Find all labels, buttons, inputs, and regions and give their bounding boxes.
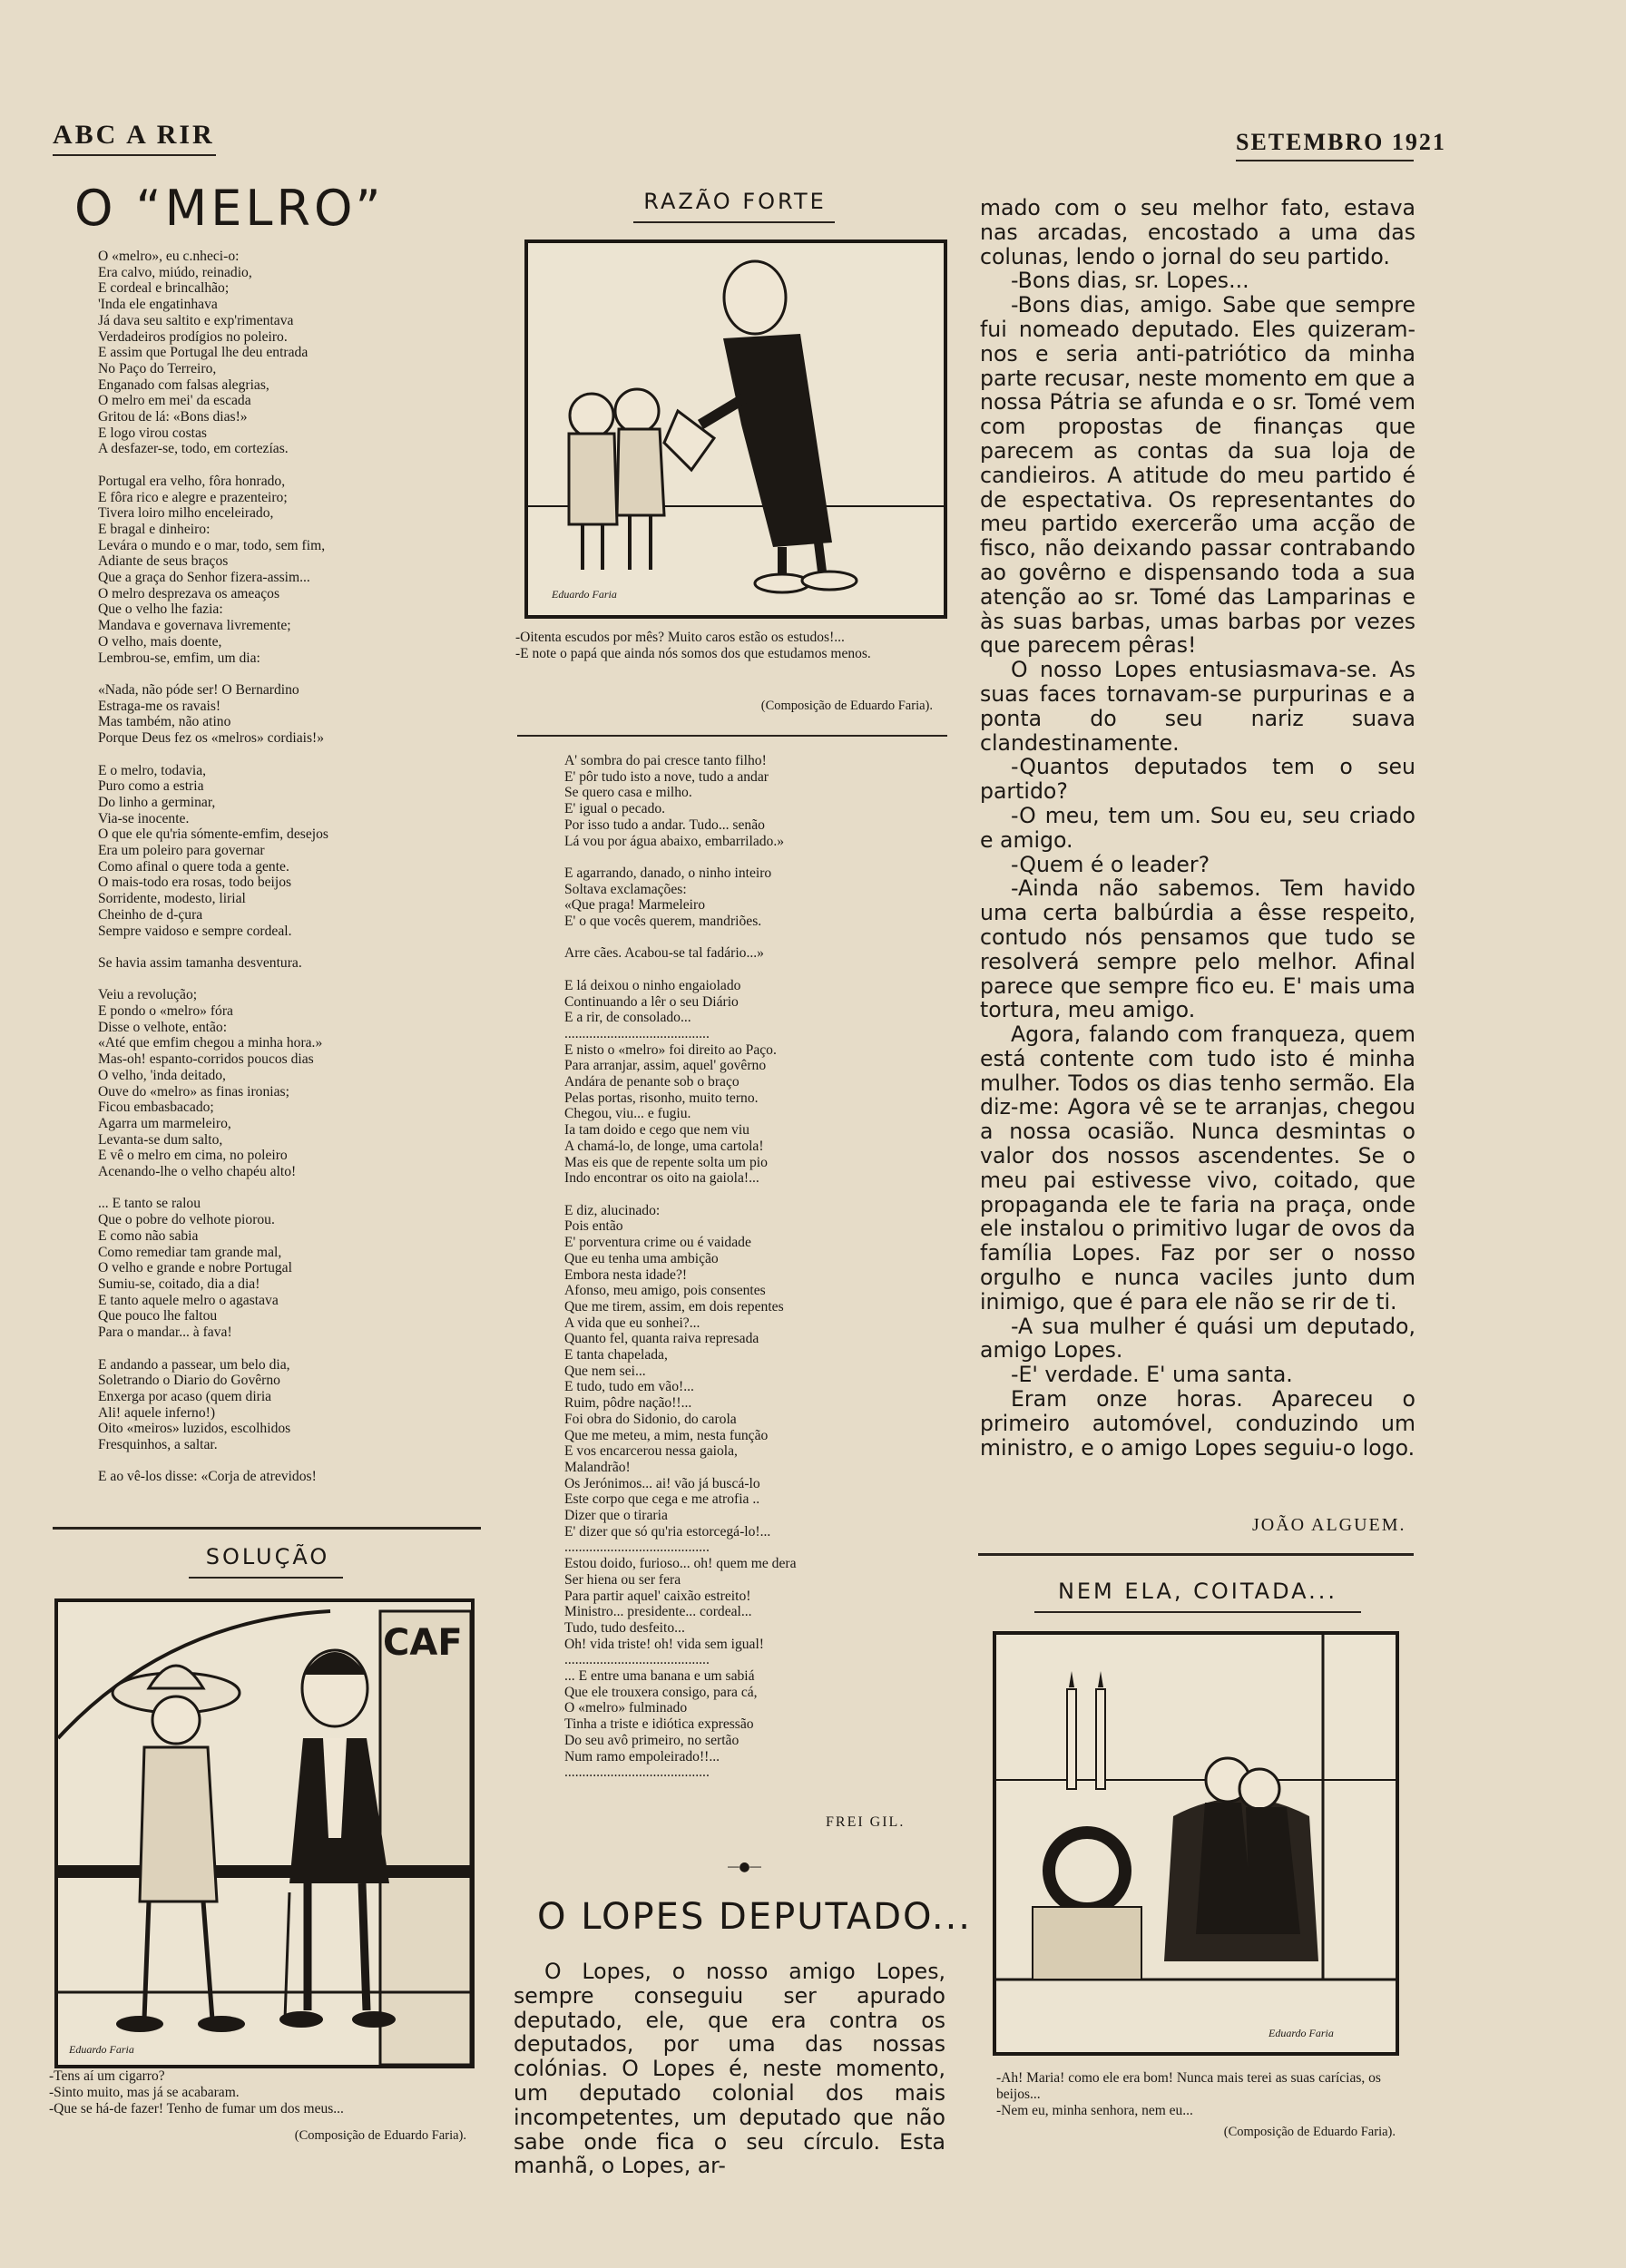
magazine-name: ABC A RIR	[53, 120, 215, 150]
lopes-paragraph: -Ainda não sabemos. Tem havido uma certa balbúrdia a êsse respeito, contudo nós pensamos que tudo se resolverá sempre pelo melhor. Afinal parece que sempre fico eu. E' mais uma tortura, meu amigo.	[980, 875, 1415, 1023]
solucao-cartoon	[54, 1598, 475, 2068]
issue-date: SETEMBRO 1921	[1236, 129, 1446, 155]
melro-poem: O «melro», eu c.nheci-o: Era calvo, miúdo, reinadio, E cordeal e brincalhão; 'Inda ele engatinhava Já dava seu saltito e exp'rimentava Verdadeiros prodígios no poleiro. E assim que Portugal lhe deu entrada No Paço do Terreiro, Enganado com falsas alegrias, O melro em mei' da escada Gritou de lá: «Bons dias!» E logo virou costas A desfazer-se, todo, em cortezías. Portugal era velho, fôra honrado, E fôra rico e alegre e prazenteiro; Tivera loiro milho enceleirado, E bragal e dinheiro: Levára o mundo e o mar, todo, sem fim, Adiante de seus braços Que a graça do Senhor fizera-assim... O melro desprezava os ameaços Que o velho lhe fazia: Mandava e governava livremente; O velho, mais doente, Lembrou-se, emfim, um dia: «Nada, não póde ser! O Bernardino Estraga-me os ravais! Mas também, não atino Porque Deus fez os «melros» cordiais!» E o melro, todavia, Puro como a estria Do linho a germinar, Via-se inocente. O que ele qu'ria sómente-emfim, desejos Era um poleiro para governar Como afinal o quere toda a gente. O mais-todo era rosas, todo beijos Sorridente, modesto, lirial Cheinho de d-çura Sempre vaidoso e sempre cordeal. Se havia assim tamanha desventura. Veiu a revolução; E pondo o «melro» fóra Disse o velhote, então: «Até que emfim chegou a minha hora.» Mas-oh! espanto-corridos poucos dias O velho, 'inda deitado, Ouve do «melro» as finas ironias; Ficou embasbacado; Agarra um marmeleiro, Levanta-se dum salto, E vê o melro em cima, no poleiro Acenando-lhe o velho chapéu alto! ... E tanto se ralou Que o pobre do velhote piorou. E como não sabia Como remediar tam grande mal, O velho e grande e nobre Portugal Sumiu-se, coitado, dia a dia! E tanto aquele melro o agastava Que pouco lhe faltou Para o mandar... à fava! E andando a passear, um belo dia, Soletrando o Diario do Govêrno Enxerga por acaso (quem diria Ali! aquele inferno!) Oito «meiros» luzidos, escolhidos Fresquinhos, a saltar. E ao vê-los disse: «Corja de atrevidos!	[98, 249, 328, 1485]
column-divider-left	[53, 1527, 481, 1530]
lopes-paragraph: -Bons dias, sr. Lopes...	[1011, 268, 1249, 294]
lopes-paragraph: -Bons dias, amigo. Sabe que sempre fui nomeado deputado. Eles quizeram-nos e seria anti-patriótico da minha parte recusar, neste momento em que a nossa Pátria se afunda e o sr. Tomé vem com propostas de finanças que parecem as contas da sua loja de candieiros. A atitude do meu partido é de espectativa. Os representantes do meu partido exercerão uma acção de fisco, não deixando passar contrabando ao govêrno e dispensando toda a sua atenção ao sr. Tomé das Lamparinas e às suas barbas, umas barbas por vezes que parecem pêras!	[980, 292, 1415, 659]
header-underline-left	[53, 154, 216, 156]
lopes-title: O LOPES DEPUTADO...	[537, 1896, 973, 1938]
razao-caption: -Oitenta escudos por mês? Muito caros estão os estudos!... -E note o papá que ainda nós somos dos que estudamos menos.	[515, 630, 871, 661]
dialogue-line: -Nem eu, minha senhora, nem eu...	[996, 2103, 1193, 2118]
lopes-intro-paragraph: O Lopes, o nosso amigo Lopes, sempre conseguiu ser apurado deputado, ele, que era contra os deputados, por uma das nossas colónias. O Lopes é, neste momento, um deputado colonial dos mais incompetentes, um deputado que não sabe onde fica o seu círculo. Esta manhã, o Lopes, ar-	[514, 1959, 945, 2179]
razao-title: RAZÃO FORTE	[643, 189, 827, 214]
dialogue-line: -Tens aí um cigarro?	[49, 2068, 165, 2084]
lopes-paragraph: Eram onze horas. Apareceu o primeiro automóvel, conduzindo um ministro, e o amigo Lopes seguiu-o logo.	[980, 1386, 1415, 1461]
razao-divider	[517, 735, 947, 737]
lopes-author: JOÃO ALGUEM.	[1252, 1515, 1406, 1535]
coitada-underline	[1034, 1611, 1361, 1613]
razao-credit: (Composição de Eduardo Faria).	[760, 699, 933, 713]
solucao-dialogue	[49, 2068, 483, 2117]
solucao-underline	[189, 1577, 343, 1579]
cafe-scene-illustration	[58, 1602, 471, 2065]
coitada-title: NEM ELA, COITADA...	[1057, 1579, 1338, 1604]
lopes-paragraph: Agora, falando com franqueza, quem está contente com tudo isto é minha mulher. Todos os dias tenho sermão. Ela diz-me: Agora vê se te arranjas, chegou a nossa ocasião. Nunca desmintas o valor dos nossos ascendentes. Se o meu pai estivesse vivo, coitado, que propaganda ele te faria na praça, onde ele instalou o primitivo lugar de ovos da família Lopes. Faz por ser o nosso orgulho e nunca vaciles junto dum inimigo, que é para ele não se rir de ti.	[980, 1022, 1415, 1315]
lopes-paragraph: -O meu, tem um. Sou eu, seu criado e amigo.	[980, 802, 1415, 853]
coitada-credit: (Composição de Eduardo Faria).	[1223, 2125, 1396, 2139]
lopes-paragraph: -Quem é o leader?	[1011, 851, 1210, 877]
lopes-column-1	[514, 1960, 945, 2178]
lopes-column-2	[980, 196, 1415, 1460]
lopes-paragraph: mado com o seu melhor fato, estava nas arcadas, encostado a uma das colunas, lendo o jornal do seu partido.	[980, 195, 1415, 269]
solucao-credit: (Composição de Eduardo Faria).	[294, 2128, 466, 2143]
coitada-dialogue	[996, 2070, 1414, 2119]
father-and-children-illustration	[528, 243, 944, 615]
dialogue-line: -Sinto muito, mas já se acabaram.	[49, 2085, 240, 2100]
mourning-widows-illustration	[996, 1635, 1396, 2052]
lopes-paragraph: -A sua mulher é quási um deputado, amigo Lopes.	[980, 1313, 1415, 1364]
lopes-paragraph: O nosso Lopes entusiasmava-se. As suas faces tornavam-se purpurinas e a ponta do seu nariz suava clandestinamente.	[980, 657, 1415, 756]
artist-signature: Eduardo Faria	[1268, 2027, 1334, 2039]
razao-cartoon	[524, 240, 947, 619]
razao-underline	[633, 221, 835, 223]
melro-title: O “MELRO”	[74, 180, 385, 237]
header-underline-right	[1236, 160, 1414, 161]
dialogue-line: -Que se há-de fazer! Tenho de fumar um dos meus...	[49, 2101, 344, 2116]
coitada-cartoon	[993, 1631, 1399, 2056]
artist-signature: Eduardo Faria	[552, 588, 617, 601]
lopes-paragraph: -Quantos deputados tem o seu partido?	[980, 754, 1415, 805]
solucao-title: SOLUÇÃO	[205, 1544, 330, 1569]
poem-author: FREI GIL.	[826, 1814, 906, 1830]
dialogue-line: -Ah! Maria! como ele era bom! Nunca mais terei as suas carícias, os beijos...	[996, 2070, 1381, 2102]
artist-signature: Eduardo Faria	[69, 2043, 134, 2056]
lopes-paragraph: -E' verdade. E' uma santa.	[1011, 1362, 1293, 1388]
frei-gil-poem: A' sombra do pai cresce tanto filho! E' pôr tudo isto a nove, tudo a andar Se quero casa e milho. E' igual o pecado. Por isso tudo a andar. Tudo... senão Lá vou por água abaixo, embarrilado.» E agarrando, danado, o ninho inteiro Soltava exclamações: «Que praga! Marmeleiro E' o que vocês querem, mandriões. Arre cães. Acabou-se tal fadário...» E lá deixou o ninho engaiolado Continuando a lêr o seu Diário E a rir, de consolado... ......................................... E nisto o «melro» foi direito ao Paço. Para arranjar, assim, aquel' govêrno Andára de penante sob o braço Pelas portas, risonho, muito terno. Chegou, viu... e fugiu. Ia tam doido e cego que nem viu A chamá-lo, de longe, uma cartola! Mas eis que de repente solta um pio Indo encontrar os oito na gaiola!... E diz, alucinado: Pois então E' porventura crime ou é vaidade Que eu tenha uma ambição Embora nesta idade?! Afonso, meu amigo, pois consentes Que me tirem, assim, em dois repentes A vida que eu sonhei?... Quanto fel, quanta raiva represada E tanta chapelada, Que nem sei... E tudo, tudo em vão!... Ruim, pôdre nação!!... Foi obra do Sidonio, do carola Que me meteu, a mim, nesta função E vos encarcerou nessa gaiola, Malandrão! Os Jerónimos... ai! vão já buscá-lo Este corpo que cega e me atrofia .. Dizer que o tiraria E' dizer que só qu'ria estorcegá-lo!... ......................................... Estou doido, furioso... oh! quem me dera Ser hiena ou ser fera Para partir aquel' caixão estreito! Ministro... presidente... cordeal... Tudo, tudo desfeito... Oh! vida triste! oh! vida sem igual! ......................................... ... E entre uma banana e um sabiá Que ele trouxera consigo, para cá, O «melro» fulminado Tinha a triste e idiótica expressão Do seu avô primeiro, no sertão Num ramo empoleirado!!... .........................................	[564, 753, 797, 1781]
ornament-divider: —●—	[727, 1860, 761, 1874]
column-divider-right	[978, 1553, 1414, 1556]
cafe-sign: CAF	[383, 1622, 463, 1664]
